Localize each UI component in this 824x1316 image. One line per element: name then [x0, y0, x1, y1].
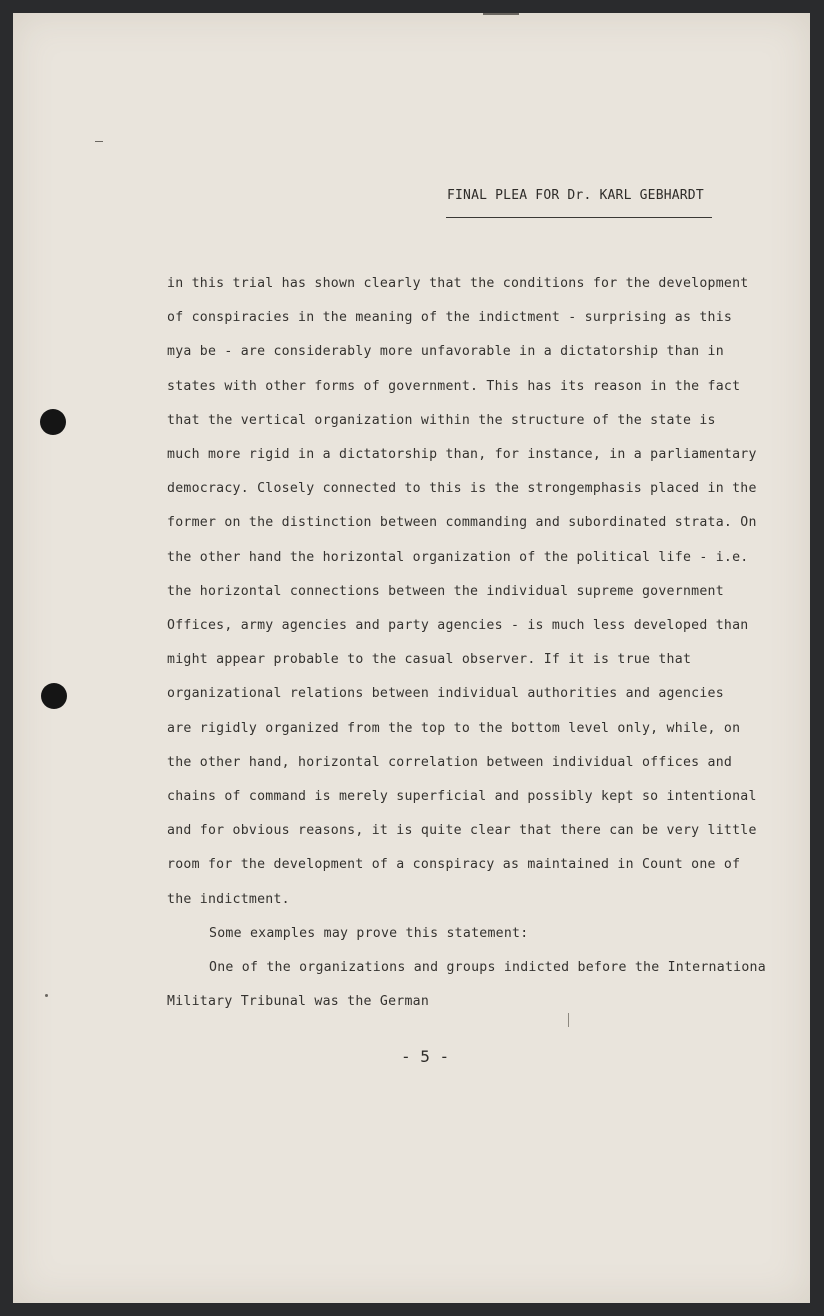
text-line: the other hand, horizontal correlation between individual offices and	[167, 754, 733, 770]
text-line: the other hand the horizontal organization of the political life - i.e.	[167, 549, 749, 565]
text-line: the indictment.	[167, 891, 290, 907]
text-line: mya be - are considerably more unfavorable in a dictatorship than in	[167, 344, 724, 360]
body-text	[167, 267, 797, 1019]
text-line: democracy. Closely connected to this is the strongemphasis placed in the	[167, 481, 757, 497]
text-line: Offices, army agencies and party agencies - is much less developed than	[167, 618, 749, 634]
header-underline	[446, 217, 712, 218]
text-line: that the vertical organization within the structure of the state is	[167, 412, 716, 428]
text-line: chains of command is merely superficial and possibly kept so intentional	[167, 789, 757, 805]
text-line: much more rigid in a dictatorship than, for instance, in a parliamentary	[167, 447, 757, 463]
text-line: states with other forms of government. This has its reason in the fact	[167, 378, 741, 394]
text-line: are rigidly organized from the top to the bottom level only, while, on	[167, 720, 741, 736]
text-line: of conspiracies in the meaning of the indictment - surprising as this	[167, 310, 733, 326]
text-line: and for obvious reasons, it is quite clear that there can be very little	[167, 823, 757, 839]
ink-speck	[483, 13, 519, 15]
ink-speck	[95, 141, 103, 142]
document-page	[13, 13, 810, 1303]
text-line: might appear probable to the casual observer. If it is true that	[167, 652, 692, 668]
punch-hole	[41, 683, 67, 709]
text-line: room for the development of a conspiracy as maintained in Count one of	[167, 857, 741, 873]
text-line: the horizontal connections between the individual supreme government	[167, 583, 724, 599]
text-line: One of the organizations and groups indicted before the Internationa	[209, 960, 766, 976]
text-line: in this trial has shown clearly that the conditions for the development	[167, 276, 749, 291]
document-header: FINAL PLEA FOR Dr. KARL GEBHARDT	[447, 188, 704, 203]
page-number: - 5 -	[401, 1047, 450, 1066]
punch-hole	[40, 409, 66, 435]
ink-speck	[45, 994, 48, 997]
text-line: Military Tribunal was the German	[167, 994, 430, 1010]
text-line: organizational relations between individual authorities and agencies	[167, 686, 724, 702]
text-line: former on the distinction between commanding and subordinated strata. On	[167, 515, 757, 531]
text-line: Some examples may prove this statement:	[209, 925, 529, 941]
